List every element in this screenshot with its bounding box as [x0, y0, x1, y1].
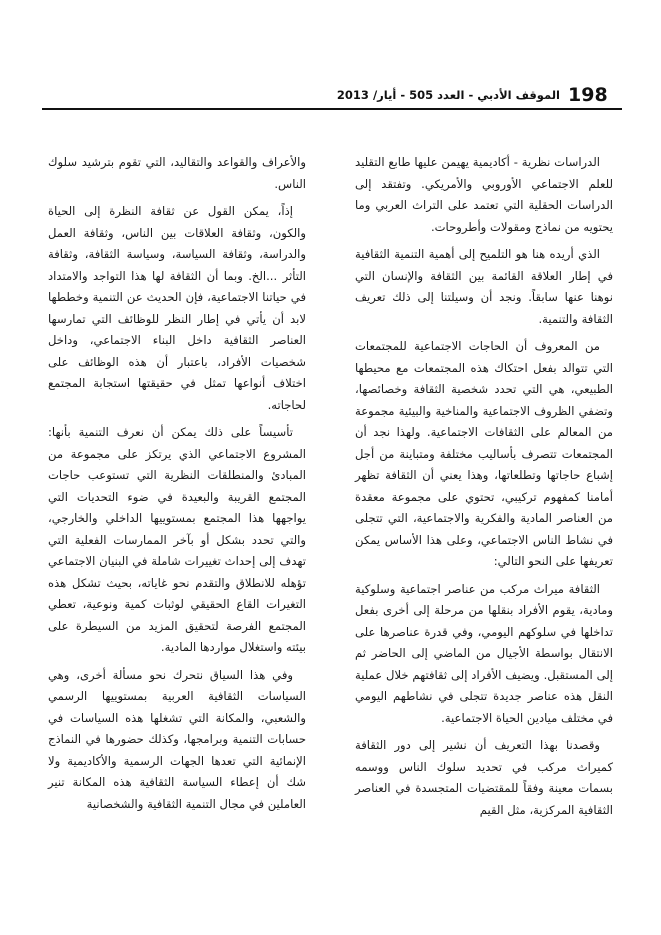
paragraph: الذي أريده هنا هو التلميح إلى أهمية التنمية الثقافية في إطار العلاقة القائمة بين الثقافة والإنسان التي نوهنا عنها سابقاً. ونجد أن وسيلتنا إلى ذلك تعريف الثقافة والتنمية.	[355, 247, 613, 326]
journal-issue-info: الموقف الأدبي - العدد 505 - أيار/ 2013	[336, 88, 560, 102]
paragraph: إذاً، يمكن القول عن ثقافة النظرة إلى الحياة والكون، وثقافة العلاقات بين الناس، وثقافة العمل والدراسة، وثقافة السياسة، وسياسة الثقافة، وثقافة التأثر ...الخ. وبما أن الثقافة لها هذا التواجد والامتداد في حياتنا الاجتماعية، فإن الحديث عن التنمية وخططها لابد أن يأتي في إطار النظر للوظائف التي تمارسها العناصر الثقافية داخل البناء الاجتماعي، وداخل شخصيات الأفراد، باعتبار أن هذه الوظائف على اختلاف أنواعها تمثل في حقيقتها استجابة المجتمع لحاجاته.	[48, 204, 306, 412]
page-number: 198	[568, 84, 608, 106]
text-column-right	[355, 152, 613, 827]
paragraph: والأعراف والقواعد والتقاليد، التي تقوم بترشيد سلوك الناس.	[48, 155, 306, 191]
paragraph: وفي هذا السياق نتحرك نحو مسألة أخرى، وهي السياسات الثقافية العربية بمستوييها الرسمي والشعبي، والمكانة التي تشغلها هذه السياسات في حسابات التنمية وبرامجها، وكذلك حضورها في النماذج الإنمائية التي تعدها الجهات الرسمية والأكاديمية ولا شك أن إعطاء السياسة الثقافية هذه المكانة تنير العاملين في مجال التنمية الثقافية والشخصانية	[48, 667, 306, 811]
text-column-left	[48, 152, 306, 821]
paragraph: وقصدنا بهذا التعريف أن نشير إلى دور الثقافة كميراث مركب في تحديد سلوك الناس ووسمه بسمات معينة وفقاً للمقتضيات المتجسدة في العناصر الثقافية المركزية، مثل القيم	[355, 738, 613, 817]
paragraph: من المعروف أن الحاجات الاجتماعية للمجتمعات التي تتوالد بفعل احتكاك هذه المجتمعات مع محيطها الطبيعي، هي التي تحدد شخصية الثقافة وخصائصها، وتضفي الظروف الاجتماعية والمناخية والبيئية مجموعة من المعالم على الثقافات الاجتماعية. ولهذا نجد أن المجتمعات تتصرف بأساليب مختلفة ومتباينة من أجل إشباع حاجاتها وتطلعاتها، وهذا يعني أن الثقافة تظهر أمامنا كمفهوم تركيبي، تحتوي على مجموعة معقدة من العناصر المادية والفكرية والاجتماعية، التي تتجلى في نشاط الناس الاجتماعي، وعلى هذا الأساس يمكن تعريفها على النحو التالي:	[355, 339, 613, 568]
paragraph: تأسيساً على ذلك يمكن أن نعرف التنمية بأنها: المشروع الاجتماعي الذي يرتكز على مجموعة من المبادئ والمنطلقات النظرية التي تستوعب حاجات المجتمع القريبة والبعيدة في ضوء التحديات التي يواجهها هذا المجتمع بمستوييها الداخلي والخارجي، والتي تحدد بشكل أو بآخر الممارسات الفعلية التي تهدف إلى إحداث تغييرات شاملة في البنيان الاجتماعي تؤهله للانطلاق والتقدم نحو غاياته، بحيث تشكل هذه التغيرات القاع الحقيقي لوثبات كمية ونوعية، تعطي المجتمع الفرصة لتحقيق المزيد من السيطرة على بيئته واستغلال مواردها المادية.	[48, 425, 306, 654]
paragraph: الثقافة ميراث مركب من عناصر اجتماعية وسلوكية ومادية، يقوم الأفراد بنقلها من مرحلة إلى أخرى بفعل تداخلها في سلوكهم اليومي، وفي قدرة عناصرها على الانتقال بواسطة الأجيال من الماضي إلى الحاضر ثم إلى المستقبل. ويضيف الأفراد إلى ثقافتهم خلال عملية النقل هذه عناصر جديدة تتجلى في نشاطهم اليومي في مختلف ميادين الحياة الاجتماعية.	[355, 581, 613, 725]
paragraph: الدراسات نظرية - أكاديمية يهيمن عليها طابع التقليد للعلم الاجتماعي الأوروبي والأمريكي. وتفتقد إلى الدراسات الحقلية التي تعتمد على التراث العربي وما يحتويه من نماذج ومقولات وأطروحات.	[355, 155, 613, 234]
header-rule	[42, 108, 622, 110]
page-header	[0, 84, 661, 114]
